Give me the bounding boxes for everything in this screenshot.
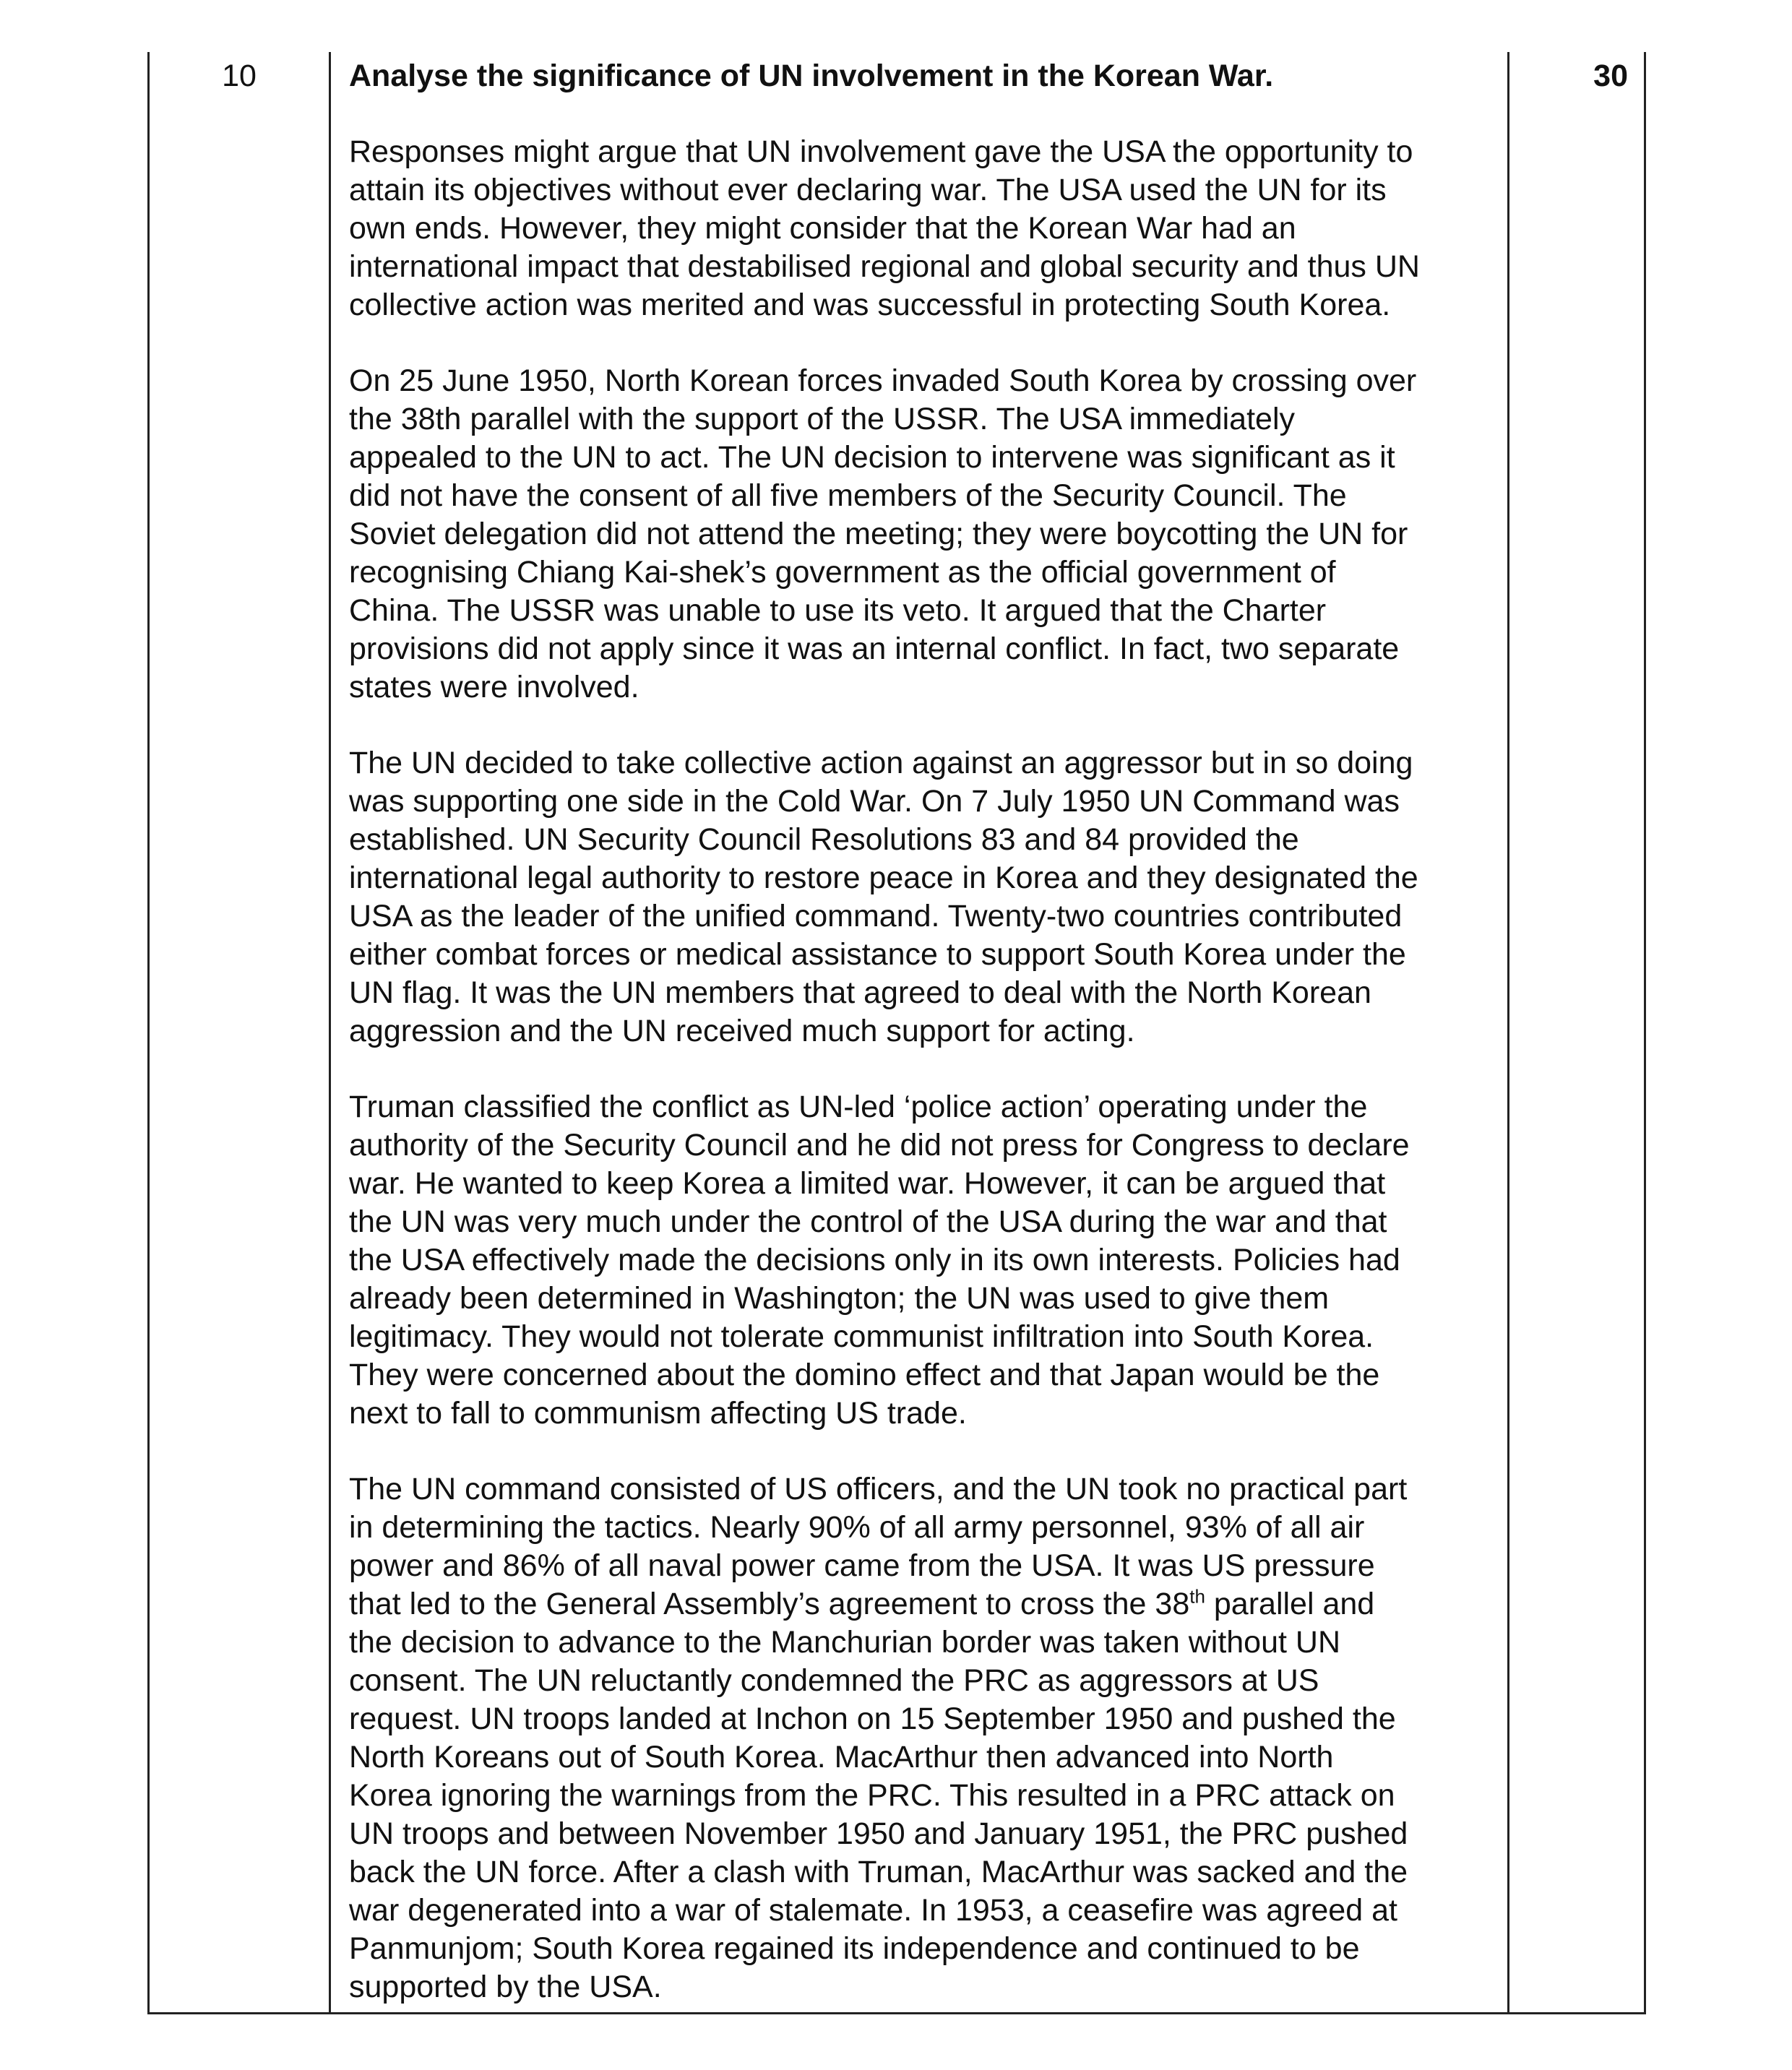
text-line: power and 86% of all naval power came from the USA. It was US pressure	[349, 1548, 1375, 1583]
text-line: provisions did not apply since it was an internal conflict. In fact, two separate	[349, 631, 1400, 666]
text-line: request. UN troops landed at Inchon on 15 September 1950 and pushed the	[349, 1702, 1396, 1736]
text-line: aggression and the UN received much support for acting.	[349, 1014, 1135, 1048]
text-line: back the UN force. After a clash with Truman, MacArthur was sacked and the	[349, 1855, 1408, 1889]
text-line: appealed to the UN to act. The UN decision to intervene was significant as it	[349, 440, 1395, 475]
text-line: did not have the consent of all five members of the Security Council. The	[349, 478, 1347, 513]
text-line: UN flag. It was the UN members that agreed to deal with the North Korean	[349, 975, 1371, 1010]
column-divider	[1507, 52, 1509, 2012]
text-line: North Koreans out of South Korea. MacArthur then advanced into North	[349, 1740, 1334, 1774]
text-line: war. He wanted to keep Korea a limited war. However, it can be argued that	[349, 1166, 1386, 1201]
paragraph	[349, 744, 1498, 1051]
text-fragment: parallel and	[1205, 1587, 1375, 1621]
text-fragment: that led to the General Assembly’s agreement to cross the 38	[349, 1587, 1190, 1621]
question-number: 10	[222, 59, 257, 93]
paragraph	[349, 362, 1498, 707]
text-line: recognising Chiang Kai-shek’s government as the official government of	[349, 555, 1336, 590]
column-divider	[329, 52, 331, 2012]
text-line: The UN decided to take collective action against an aggressor but in so doing	[349, 746, 1413, 780]
text-line: Korea ignoring the warnings from the PRC. This resulted in a PRC attack on	[349, 1778, 1395, 1813]
text-line: Soviet delegation did not attend the meeting; they were boycotting the UN for	[349, 517, 1408, 551]
text-line: UN troops and between November 1950 and January 1951, the PRC pushed	[349, 1816, 1408, 1851]
paragraph	[349, 133, 1498, 324]
text-line: collective action was merited and was successful in protecting South Korea.	[349, 288, 1391, 322]
text-line: in determining the tactics. Nearly 90% of all army personnel, 93% of all air	[349, 1510, 1365, 1545]
text-line: international legal authority to restore peace in Korea and they designated the	[349, 861, 1418, 895]
text-line: next to fall to communism affecting US trade.	[349, 1396, 967, 1431]
text-line: the USA effectively made the decisions only in its own interests. Policies had	[349, 1243, 1400, 1277]
text-line: established. UN Security Council Resolutions 83 and 84 provided the	[349, 822, 1299, 857]
text-line: states were involved.	[349, 670, 639, 704]
superscript: th	[1189, 1585, 1205, 1608]
text-line: was supporting one side in the Cold War. On 7 July 1950 UN Command was	[349, 784, 1400, 819]
text-line: the 38th parallel with the support of the USSR. The USA immediately	[349, 402, 1296, 436]
text-line: USA as the leader of the unified command. Twenty-two countries contributed	[349, 899, 1403, 933]
text-line	[349, 1585, 1498, 1623]
text-line: the UN was very much under the control of the USA during the war and that	[349, 1204, 1387, 1239]
text-line: legitimacy. They would not tolerate communist infiltration into South Korea.	[349, 1319, 1374, 1354]
answer-guidance	[349, 56, 1498, 2006]
text-line: Panmunjom; South Korea regained its independence and continued to be	[349, 1931, 1360, 1966]
text-line: international impact that destabilised regional and global security and thus UN	[349, 249, 1420, 284]
text-line: supported by the USA.	[349, 1970, 662, 2004]
marks-value: 30	[1593, 59, 1628, 93]
text-line: own ends. However, they might consider that the Korean War had an	[349, 211, 1296, 246]
text-line: On 25 June 1950, North Korean forces invaded South Korea by crossing over	[349, 363, 1417, 398]
text-line: Responses might argue that UN involvement gave the USA the opportunity to	[349, 134, 1413, 169]
text-line: China. The USSR was unable to use its veto. It argued that the Charter	[349, 593, 1327, 628]
mark-scheme-table	[147, 52, 1646, 2014]
text-line: either combat forces or medical assistance to support South Korea under the	[349, 937, 1406, 972]
text-line: war degenerated into a war of stalemate. In 1953, a ceasefire was agreed at	[349, 1893, 1397, 1928]
text-line: already been determined in Washington; the UN was used to give them	[349, 1281, 1330, 1316]
paragraph	[349, 1470, 1498, 2006]
text-line: attain its objectives without ever declaring war. The USA used the UN for its	[349, 173, 1387, 207]
question-title: Analyse the significance of UN involvement in the Korean War.	[349, 59, 1274, 93]
paragraph	[349, 1088, 1498, 1433]
text-line: the decision to advance to the Manchurian border was taken without UN	[349, 1625, 1341, 1660]
text-line: They were concerned about the domino effect and that Japan would be the	[349, 1358, 1380, 1392]
text-line: The UN command consisted of US officers, and the UN took no practical part	[349, 1472, 1408, 1506]
text-line: authority of the Security Council and he did not press for Congress to declare	[349, 1128, 1410, 1163]
text-line: consent. The UN reluctantly condemned the PRC as aggressors at US	[349, 1663, 1319, 1698]
text-line: Truman classified the conflict as UN-led ‘police action’ operating under the	[349, 1090, 1368, 1124]
